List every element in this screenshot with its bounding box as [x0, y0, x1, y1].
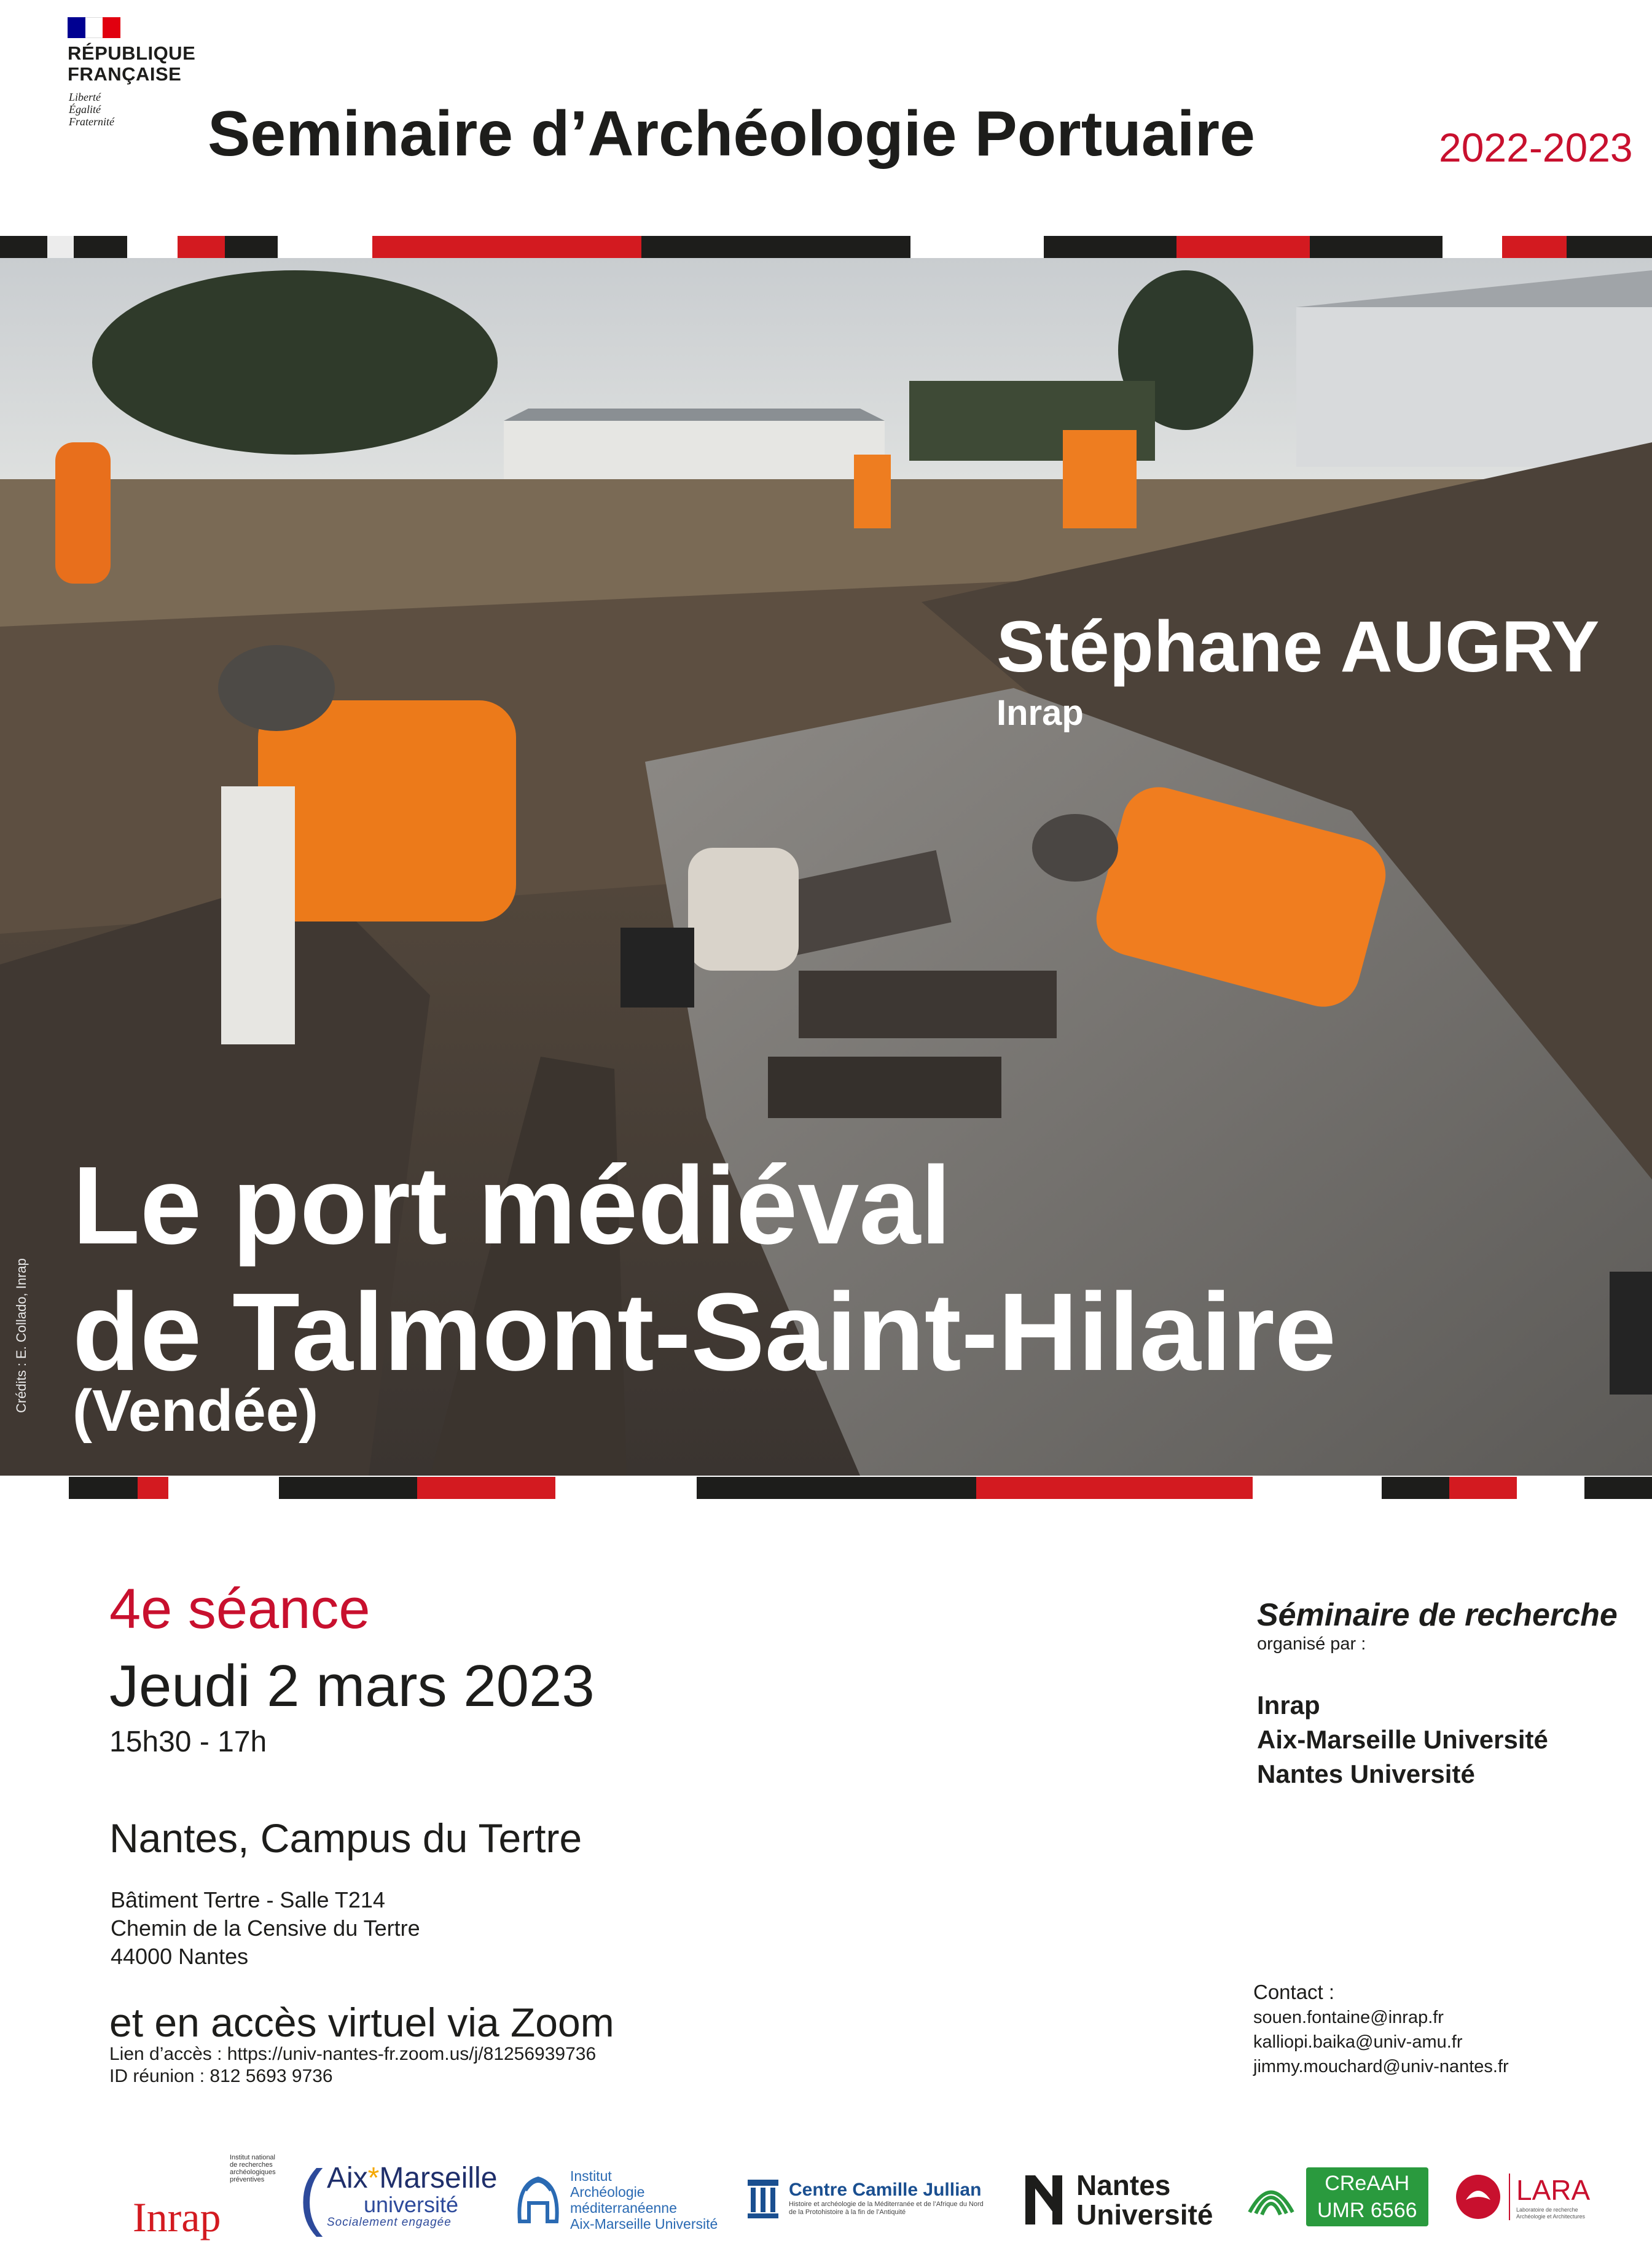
nantes-n-icon: [1022, 2172, 1065, 2228]
photo-credits: Crédits : E. Collado, Inrap: [14, 1258, 29, 1413]
amu-star-icon: *: [367, 2162, 380, 2194]
session-location: Nantes, Campus du Tertre: [109, 1815, 582, 1861]
creaah-spiral-icon: [1243, 2169, 1299, 2224]
seminar-year: 2022-2023: [1439, 125, 1633, 170]
inrap-logo-word: Inrap: [133, 2194, 221, 2240]
organised-by-label: organisé par :: [1257, 1634, 1366, 1654]
nantes-universite-logo: [1022, 2166, 1231, 2234]
nantes-logo-text: Nantes Université: [1076, 2169, 1213, 2231]
inrap-logo: [127, 2150, 274, 2242]
address-line-2: Chemin de la Censive du Tertre: [111, 1915, 420, 1941]
contact-email[interactable]: jimmy.mouchard@univ-nantes.fr: [1253, 2057, 1509, 2076]
contact-email[interactable]: souen.fontaine@inrap.fr: [1253, 2008, 1444, 2027]
lara-logo-name: LARA: [1516, 2174, 1591, 2206]
ccj-logo-subtitle: Histoire et archéologie de la Méditerranée et de l’Afrique du Nord de la Protohistoire à la fin de l’Antiquité: [789, 2201, 984, 2216]
address-line-3: 44000 Nantes: [111, 1944, 249, 1969]
session-number: 4e séance: [109, 1578, 370, 1640]
seminar-type: Séminaire de recherche: [1257, 1597, 1618, 1633]
organiser-item: Nantes Université: [1257, 1759, 1475, 1788]
talk-region: (Vendée): [72, 1378, 319, 1444]
amu-word-aix: Aix: [326, 2162, 368, 2194]
organiser-item: Inrap: [1257, 1691, 1320, 1720]
talk-title: [72, 1143, 1336, 1396]
speaker-affiliation: Inrap: [996, 693, 1084, 733]
helmet-icon: [514, 2172, 563, 2228]
contact-label: Contact :: [1253, 1981, 1335, 2003]
republic-motto: Liberté Égalité Fraternité: [69, 91, 114, 128]
column-icon: [745, 2177, 781, 2220]
amu-tagline: Socialement engagée: [326, 2216, 452, 2229]
amu-bracket-icon: (: [299, 2155, 323, 2237]
talk-title-line-1: Le port médiéval: [72, 1144, 952, 1267]
session-hours: 15h30 - 17h: [109, 1726, 267, 1758]
iam-logo-text: Institut Archéologie méditerranéenne Aix-Marseille Université: [570, 2168, 718, 2232]
virtual-access-label: et en accès virtuel via Zoom: [109, 2000, 614, 2045]
seminar-title: Seminaire d’Archéologie Portuaire: [208, 98, 1255, 170]
zoom-meeting-id: ID réunion : 812 5693 9736: [109, 2066, 333, 2086]
lara-emblem-icon: [1454, 2172, 1503, 2221]
lara-logo-subtitle: Laboratoire de recherche Archéologie et Architectures: [1516, 2207, 1586, 2220]
amu-word-marseille: Marseille: [379, 2162, 498, 2194]
ccj-logo-name: Centre Camille Jullian: [789, 2180, 982, 2200]
top-decorative-stripe: [0, 236, 1652, 258]
aix-marseille-universite-logo: [299, 2155, 498, 2237]
session-date: Jeudi 2 mars 2023: [109, 1653, 595, 1719]
republique-francaise-label: RÉPUBLIQUE FRANÇAISE: [68, 42, 196, 85]
inrap-logo-subtitle: Institut national de recherches archéologiques préventives: [230, 2154, 276, 2183]
address-line-1: Bâtiment Tertre - Salle T214: [111, 1887, 385, 1912]
speaker-name: Stéphane AUGRY: [996, 606, 1600, 687]
bottom-decorative-stripe: [0, 1477, 1652, 1499]
organiser-item: Aix-Marseille Université: [1257, 1725, 1548, 1754]
creaah-label: CReAAH UMR 6566: [1306, 2167, 1428, 2226]
zoom-link[interactable]: Lien d’accès : https://univ-nantes-fr.zoom.us/j/81256939736: [109, 2044, 597, 2064]
marianne-flag-logo: [68, 17, 120, 38]
contact-list: [1253, 2005, 1509, 2079]
contact-email[interactable]: kalliopi.baika@univ-amu.fr: [1253, 2032, 1463, 2052]
organiser-list: [1257, 1688, 1548, 1791]
amu-word-universite: université: [363, 2192, 459, 2217]
talk-title-line-2: de Talmont-Saint-Hilaire: [72, 1270, 1336, 1394]
session-address: [111, 1886, 420, 1971]
institut-archeologie-mediterraneenne-logo: [514, 2166, 735, 2234]
creaah-logo: [1243, 2164, 1446, 2230]
centre-camille-jullian-logo: [745, 2167, 1015, 2229]
lara-logo: [1454, 2166, 1638, 2228]
